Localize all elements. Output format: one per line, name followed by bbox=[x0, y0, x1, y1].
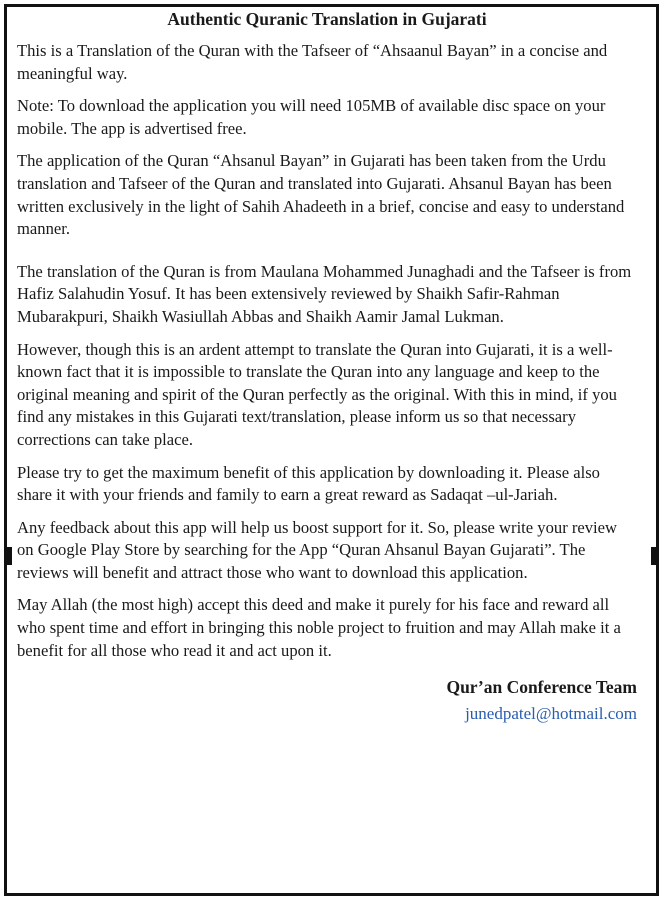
document-title: Authentic Quranic Translation in Gujarati bbox=[167, 9, 487, 29]
paragraph-feedback: Any feedback about this app will help us boost support for it. So, please write your review on Google Play Store by searching for the App “Quran Ahsanul Bayan Gujarati”. The reviews will benefit and attract those who want to download this application. bbox=[17, 517, 618, 582]
paragraph-dua: May Allah (the most high) accept this deed and make it purely for his face and reward all who spent time and effort in bringing this noble project to fruition and may Allah make it a benefit for all those who read it and act upon it. bbox=[17, 595, 621, 660]
email-link[interactable]: junedpatel@hotmail.com bbox=[465, 704, 637, 724]
paragraph-share: Please try to get the maximum benefit of this application by downloading it. Please also share it with your friends and family to earn a great reward as Sadaqat –ul-Jariah. bbox=[17, 462, 600, 505]
paragraph-note: Note: To download the application you will need 105MB of available disc space on your mobile. The app is advertised free. bbox=[17, 96, 606, 138]
paragraph-disclaimer: However, though this is an ardent attempt to translate the Quran into Gujarati, it is a well-known fact that it is impossible to translate the Quran into any language and keep to the original meaning and spirit of the Quran perfectly as the original. With this in mind, if you find any mistakes in this Gujarati text/translation, please inform us so that necessary corrections can take place. bbox=[17, 339, 617, 449]
frame-side-mark-left bbox=[7, 547, 12, 565]
paragraph-translators: The translation of the Quran is from Maulana Mohammed Junaghadi and the Tafseer is from Hafiz Salahudin Yosuf. It has been extensively reviewed by Shaikh Safir-Rahman Mubarakpuri, Shaikh Wasiullah Abbas and Shaikh Aamir Jamal Lukman. bbox=[17, 261, 632, 326]
paragraph-intro: This is a Translation of the Quran with the Tafseer of “Ahsaanul Bayan” in a concise and meaningful way. bbox=[17, 41, 608, 83]
signature: Qur’an Conference Team bbox=[446, 677, 637, 698]
paragraph-source: The application of the Quran “Ahsanul Bayan” in Gujarati has been taken from the Urdu translation and Tafseer of the Quran and translated into Gujarati. Ahsanul Bayan has been written exclusively in the light of Sahih Ahadeeth in a brief, concise and easy to understand manner. bbox=[17, 151, 625, 239]
document-body bbox=[17, 8, 637, 726]
frame-side-mark-right bbox=[651, 547, 656, 565]
